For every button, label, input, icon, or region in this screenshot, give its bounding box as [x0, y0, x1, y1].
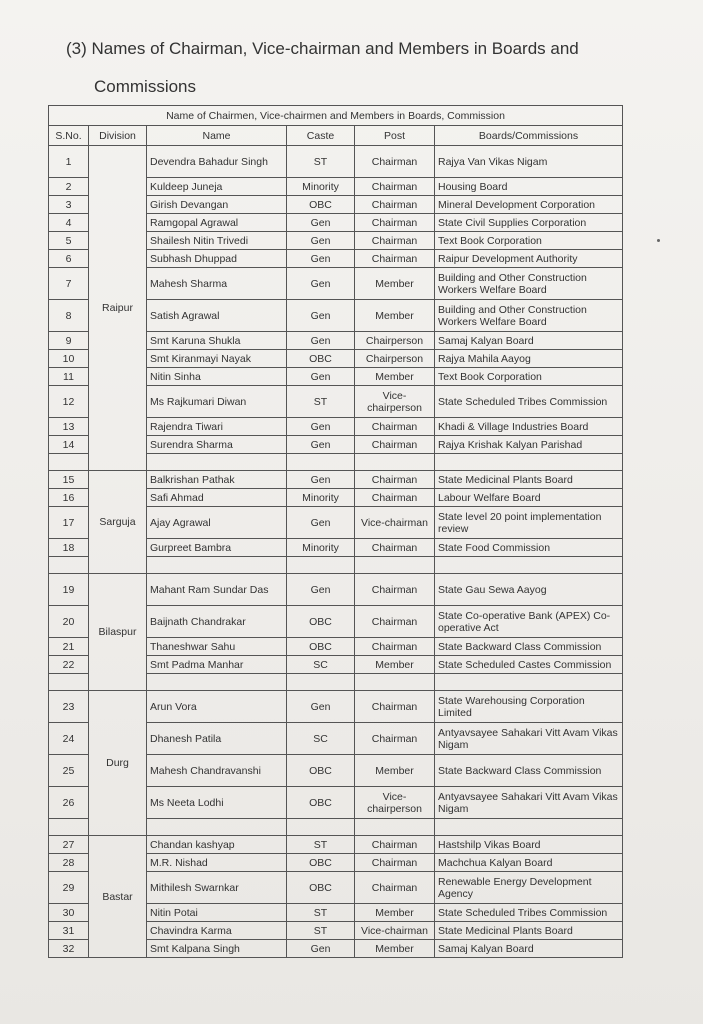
cell-board: State Backward Class Commission	[435, 755, 623, 787]
cell-caste: Gen	[287, 300, 355, 332]
cell-caste: OBC	[287, 755, 355, 787]
cell-name: Surendra Sharma	[147, 436, 287, 454]
column-header-board: Boards/Commissions	[435, 126, 623, 146]
cell-board: Samaj Kalyan Board	[435, 940, 623, 958]
cell-caste: Gen	[287, 268, 355, 300]
column-header-name: Name	[147, 126, 287, 146]
spacer-cell	[147, 819, 287, 836]
table-row	[49, 471, 623, 489]
members-table	[48, 105, 623, 958]
spacer-cell	[147, 454, 287, 471]
cell-caste: Gen	[287, 368, 355, 386]
cell-post: Chairman	[355, 723, 435, 755]
cell-sno: 11	[49, 368, 89, 386]
cell-caste: Gen	[287, 507, 355, 539]
spacer-cell	[435, 557, 623, 574]
cell-board: State Scheduled Tribes Commission	[435, 386, 623, 418]
cell-sno: 21	[49, 638, 89, 656]
cell-division: Sarguja	[89, 471, 147, 574]
cell-post: Chairman	[355, 232, 435, 250]
cell-sno: 4	[49, 214, 89, 232]
cell-caste: OBC	[287, 854, 355, 872]
cell-sno: 16	[49, 489, 89, 507]
cell-division: Raipur	[89, 146, 147, 471]
cell-sno: 12	[49, 386, 89, 418]
cell-name: Chandan kashyap	[147, 836, 287, 854]
cell-post: Vice-chairperson	[355, 787, 435, 819]
cell-name: Ms Neeta Lodhi	[147, 787, 287, 819]
cell-post: Vice-chairman	[355, 922, 435, 940]
cell-caste: OBC	[287, 350, 355, 368]
cell-name: Nitin Sinha	[147, 368, 287, 386]
cell-name: Mahant Ram Sundar Das	[147, 574, 287, 606]
cell-post: Member	[355, 755, 435, 787]
cell-post: Member	[355, 940, 435, 958]
cell-name: M.R. Nishad	[147, 854, 287, 872]
cell-sno: 20	[49, 606, 89, 638]
cell-name: Arun Vora	[147, 691, 287, 723]
cell-sno: 24	[49, 723, 89, 755]
cell-post: Chairman	[355, 214, 435, 232]
cell-board: Antyavsayee Sahakari Vitt Avam Vikas Nigam	[435, 723, 623, 755]
cell-sno: 25	[49, 755, 89, 787]
cell-board: State Civil Supplies Corporation	[435, 214, 623, 232]
cell-board: Housing Board	[435, 178, 623, 196]
cell-board: Machchua Kalyan Board	[435, 854, 623, 872]
cell-name: Ms Rajkumari Diwan	[147, 386, 287, 418]
cell-post: Chairman	[355, 606, 435, 638]
cell-sno: 31	[49, 922, 89, 940]
cell-board: State Warehousing Corporation Limited	[435, 691, 623, 723]
cell-post: Chairman	[355, 178, 435, 196]
heading-line-1: (3) Names of Chairman, Vice-chairman and Members in Boards and	[66, 39, 579, 58]
spacer-cell	[287, 674, 355, 691]
cell-caste: Gen	[287, 940, 355, 958]
cell-name: Thaneshwar Sahu	[147, 638, 287, 656]
cell-board: Rajya Krishak Kalyan Parishad	[435, 436, 623, 454]
table-header-row	[49, 126, 623, 146]
cell-board: Hastshilp Vikas Board	[435, 836, 623, 854]
column-header-caste: Caste	[287, 126, 355, 146]
cell-sno: 27	[49, 836, 89, 854]
spacer-cell	[147, 674, 287, 691]
cell-post: Chairman	[355, 250, 435, 268]
cell-board: Antyavsayee Sahakari Vitt Avam Vikas Nigam	[435, 787, 623, 819]
cell-board: State Co-operative Bank (APEX) Co-operative Act	[435, 606, 623, 638]
cell-name: Smt Kalpana Singh	[147, 940, 287, 958]
spacer-cell	[287, 819, 355, 836]
cell-post: Member	[355, 300, 435, 332]
cell-board: Samaj Kalyan Board	[435, 332, 623, 350]
cell-post: Chairman	[355, 489, 435, 507]
spacer-cell	[147, 557, 287, 574]
cell-name: Chavindra Karma	[147, 922, 287, 940]
cell-sno: 8	[49, 300, 89, 332]
cell-board: Raipur Development Authority	[435, 250, 623, 268]
cell-name: Smt Kiranmayi Nayak	[147, 350, 287, 368]
table-row	[49, 691, 623, 723]
spacer-cell	[355, 454, 435, 471]
cell-board: Rajya Mahila Aayog	[435, 350, 623, 368]
cell-board: State Medicinal Plants Board	[435, 471, 623, 489]
cell-caste: Gen	[287, 332, 355, 350]
cell-sno: 5	[49, 232, 89, 250]
cell-post: Chairman	[355, 691, 435, 723]
spacer-cell	[287, 454, 355, 471]
spacer-cell	[435, 454, 623, 471]
cell-name: Baijnath Chandrakar	[147, 606, 287, 638]
cell-name: Mahesh Sharma	[147, 268, 287, 300]
cell-board: State Gau Sewa Aayog	[435, 574, 623, 606]
cell-sno: 26	[49, 787, 89, 819]
cell-sno: 7	[49, 268, 89, 300]
cell-caste: OBC	[287, 196, 355, 214]
cell-board: State Scheduled Castes Commission	[435, 656, 623, 674]
cell-division: Bilaspur	[89, 574, 147, 691]
cell-post: Member	[355, 904, 435, 922]
cell-caste: Minority	[287, 489, 355, 507]
cell-board: State Scheduled Tribes Commission	[435, 904, 623, 922]
cell-board: State Food Commission	[435, 539, 623, 557]
page-speck	[657, 239, 660, 242]
cell-post: Chairman	[355, 836, 435, 854]
cell-caste: ST	[287, 836, 355, 854]
cell-name: Devendra Bahadur Singh	[147, 146, 287, 178]
cell-post: Member	[355, 268, 435, 300]
cell-division: Bastar	[89, 836, 147, 958]
table-row	[49, 574, 623, 606]
column-header-sno: S.No.	[49, 126, 89, 146]
cell-caste: Gen	[287, 436, 355, 454]
cell-caste: ST	[287, 386, 355, 418]
cell-sno: 13	[49, 418, 89, 436]
spacer-cell	[49, 674, 89, 691]
column-header-division: Division	[89, 126, 147, 146]
cell-sno: 10	[49, 350, 89, 368]
cell-caste: ST	[287, 904, 355, 922]
cell-name: Safi Ahmad	[147, 489, 287, 507]
cell-board: Rajya Van Vikas Nigam	[435, 146, 623, 178]
cell-board: Text Book Corporation	[435, 232, 623, 250]
spacer-cell	[355, 674, 435, 691]
cell-name: Smt Padma Manhar	[147, 656, 287, 674]
cell-name: Subhash Dhuppad	[147, 250, 287, 268]
cell-post: Chairman	[355, 854, 435, 872]
cell-sno: 28	[49, 854, 89, 872]
heading-line-2: Commissions	[94, 77, 197, 96]
cell-sno: 32	[49, 940, 89, 958]
cell-sno: 22	[49, 656, 89, 674]
cell-post: Chairman	[355, 146, 435, 178]
cell-caste: Gen	[287, 250, 355, 268]
cell-sno: 1	[49, 146, 89, 178]
cell-sno: 29	[49, 872, 89, 904]
cell-post: Chairman	[355, 872, 435, 904]
cell-post: Member	[355, 656, 435, 674]
cell-board: Mineral Development Corporation	[435, 196, 623, 214]
cell-sno: 6	[49, 250, 89, 268]
cell-caste: Gen	[287, 691, 355, 723]
cell-name: Shailesh Nitin Trivedi	[147, 232, 287, 250]
cell-board: Labour Welfare Board	[435, 489, 623, 507]
cell-board: Building and Other Construction Workers Welfare Board	[435, 300, 623, 332]
section-heading	[66, 30, 666, 106]
cell-caste: Gen	[287, 418, 355, 436]
cell-sno: 9	[49, 332, 89, 350]
cell-board: Text Book Corporation	[435, 368, 623, 386]
cell-post: Chairperson	[355, 332, 435, 350]
cell-sno: 2	[49, 178, 89, 196]
cell-caste: Gen	[287, 214, 355, 232]
cell-board: Building and Other Construction Workers Welfare Board	[435, 268, 623, 300]
cell-sno: 14	[49, 436, 89, 454]
cell-name: Girish Devangan	[147, 196, 287, 214]
table-row	[49, 836, 623, 854]
cell-name: Ramgopal Agrawal	[147, 214, 287, 232]
spacer-cell	[435, 819, 623, 836]
cell-board: State Backward Class Commission	[435, 638, 623, 656]
cell-name: Gurpreet Bambra	[147, 539, 287, 557]
cell-sno: 17	[49, 507, 89, 539]
cell-board: State Medicinal Plants Board	[435, 922, 623, 940]
cell-post: Chairman	[355, 418, 435, 436]
cell-division: Durg	[89, 691, 147, 836]
spacer-cell	[49, 819, 89, 836]
spacer-cell	[287, 557, 355, 574]
cell-sno: 15	[49, 471, 89, 489]
cell-name: Kuldeep Juneja	[147, 178, 287, 196]
cell-board: State level 20 point implementation review	[435, 507, 623, 539]
cell-sno: 23	[49, 691, 89, 723]
table-row	[49, 146, 623, 178]
cell-sno: 30	[49, 904, 89, 922]
cell-sno: 3	[49, 196, 89, 214]
cell-caste: Gen	[287, 471, 355, 489]
cell-caste: OBC	[287, 638, 355, 656]
cell-post: Chairman	[355, 436, 435, 454]
cell-name: Balkrishan Pathak	[147, 471, 287, 489]
cell-sno: 18	[49, 539, 89, 557]
spacer-cell	[435, 674, 623, 691]
cell-post: Chairperson	[355, 350, 435, 368]
cell-caste: SC	[287, 723, 355, 755]
cell-post: Chairman	[355, 539, 435, 557]
spacer-cell	[49, 454, 89, 471]
cell-name: Mithilesh Swarnkar	[147, 872, 287, 904]
cell-post: Chairman	[355, 638, 435, 656]
spacer-cell	[49, 557, 89, 574]
cell-name: Satish Agrawal	[147, 300, 287, 332]
cell-name: Nitin Potai	[147, 904, 287, 922]
cell-post: Vice-chairperson	[355, 386, 435, 418]
cell-name: Mahesh Chandravanshi	[147, 755, 287, 787]
cell-name: Dhanesh Patila	[147, 723, 287, 755]
spacer-cell	[355, 557, 435, 574]
cell-caste: Minority	[287, 539, 355, 557]
table-title: Name of Chairmen, Vice-chairmen and Members in Boards, Commission	[49, 106, 623, 126]
table-body	[49, 146, 623, 958]
cell-caste: SC	[287, 656, 355, 674]
cell-caste: OBC	[287, 787, 355, 819]
cell-caste: Gen	[287, 232, 355, 250]
spacer-cell	[355, 819, 435, 836]
cell-name: Rajendra Tiwari	[147, 418, 287, 436]
cell-caste: ST	[287, 922, 355, 940]
cell-post: Chairman	[355, 196, 435, 214]
column-header-post: Post	[355, 126, 435, 146]
cell-board: Khadi & Village Industries Board	[435, 418, 623, 436]
cell-caste: Minority	[287, 178, 355, 196]
cell-post: Vice-chairman	[355, 507, 435, 539]
cell-post: Member	[355, 368, 435, 386]
cell-name: Smt Karuna Shukla	[147, 332, 287, 350]
cell-caste: OBC	[287, 606, 355, 638]
cell-board: Renewable Energy Development Agency	[435, 872, 623, 904]
cell-caste: OBC	[287, 872, 355, 904]
cell-caste: Gen	[287, 574, 355, 606]
cell-name: Ajay Agrawal	[147, 507, 287, 539]
cell-post: Chairman	[355, 471, 435, 489]
cell-caste: ST	[287, 146, 355, 178]
cell-sno: 19	[49, 574, 89, 606]
cell-post: Chairman	[355, 574, 435, 606]
